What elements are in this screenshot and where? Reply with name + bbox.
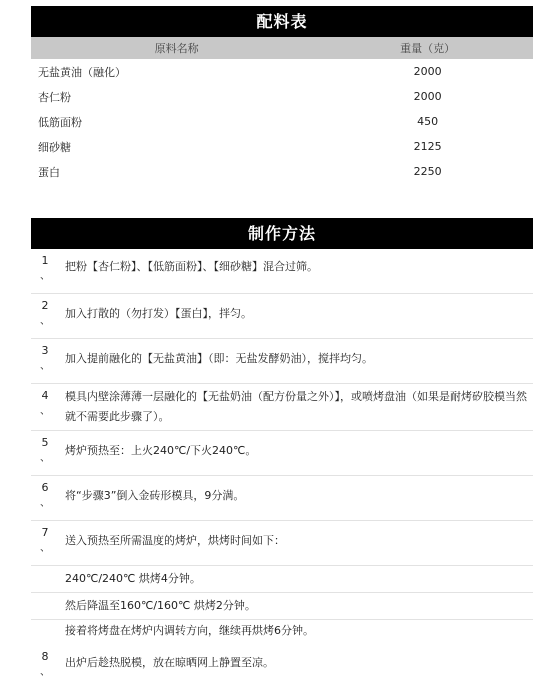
sub-step [31, 566, 533, 593]
method-step [31, 521, 533, 566]
method-step [31, 476, 533, 521]
ingredient-weight: 450 [417, 115, 439, 128]
step-number: 2 、 [40, 299, 50, 327]
table-row [31, 84, 533, 109]
step-text: 将“步骤3”倒入金砖形模具，9分满。 [65, 489, 245, 502]
column-header-name: 原料名称 [31, 37, 322, 59]
table-header-row [31, 37, 533, 59]
method-step [31, 384, 533, 431]
ingredient-name: 细砂糖 [38, 140, 71, 154]
step-number: 6 、 [40, 481, 50, 509]
method-step [31, 431, 533, 476]
sub-step [31, 593, 533, 620]
section-spacer [31, 184, 533, 218]
table-row [31, 134, 533, 159]
column-header-weight: 重量（克） [322, 37, 533, 59]
method-title: 制作方法 [31, 218, 533, 249]
table-row [31, 109, 533, 134]
ingredient-name: 蛋白 [38, 165, 60, 179]
step-number: 4 、 [40, 389, 50, 417]
ingredient-name: 杏仁粉 [38, 90, 71, 104]
ingredient-name: 无盐黄油（融化） [38, 65, 126, 79]
ingredients-title: 配料表 [31, 6, 533, 37]
method-step [31, 644, 533, 688]
method-step [31, 339, 533, 384]
method-step [31, 249, 533, 294]
step-text: 把粉【杏仁粉】、【低筋面粉】、【细砂糖】混合过筛。 [65, 260, 318, 273]
step-number: 7 、 [40, 526, 50, 554]
ingredient-name: 低筋面粉 [38, 115, 82, 129]
table-row [31, 159, 533, 184]
step-number: 8 、 [40, 650, 50, 678]
step-text: 送入预热至所需温度的烤炉，烘烤时间如下： [65, 534, 285, 547]
sub-step-text: 接着将烤盘在烤炉内调转方向，继续再烘烤6分钟。 [65, 624, 314, 637]
sub-step [31, 620, 533, 644]
ingredient-weight: 2000 [413, 65, 442, 78]
sub-step-text: 240℃/240℃ 烘烤4分钟。 [65, 572, 201, 585]
method-step [31, 294, 533, 339]
step-text: 烤炉预热至：上火240℃/下火240℃。 [65, 444, 257, 457]
table-row [31, 59, 533, 84]
ingredient-weight: 2250 [413, 165, 442, 178]
step-number: 5 、 [40, 436, 50, 464]
ingredient-weight: 2000 [413, 90, 442, 103]
ingredient-weight: 2125 [413, 140, 442, 153]
step-text: 出炉后趁热脱模，放在晾晒网上静置至凉。 [65, 656, 274, 669]
recipe-document [31, 6, 533, 688]
step-number: 1 、 [40, 254, 50, 282]
step-text: 模具内壁涂薄薄一层融化的【无盐奶油（配方份量之外）】，或喷烤盘油（如果是耐烤矽胶模当然就不需要此步骤了）。 [65, 390, 527, 423]
ingredients-table [31, 37, 533, 184]
step-text: 加入打散的（勿打发）【蛋白】，拌匀。 [65, 307, 252, 320]
step-number: 3 、 [40, 344, 50, 372]
sub-step-text: 然后降温至160℃/160℃ 烘烤2分钟。 [65, 599, 256, 612]
method-steps [31, 249, 533, 688]
step-text: 加入提前融化的【无盐黄油】（即：无盐发酵奶油），搅拌均匀。 [65, 352, 373, 365]
